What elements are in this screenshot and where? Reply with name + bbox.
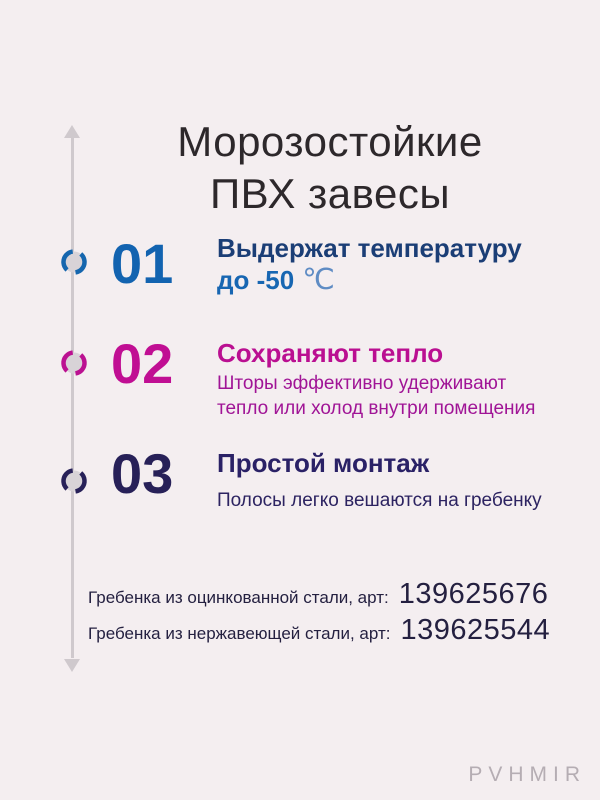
celsius-unit: ℃ xyxy=(302,264,335,296)
step2-ring-icon xyxy=(59,348,89,378)
step2-subtitle-line1: Шторы эффективно удерживают xyxy=(217,373,507,394)
step1-ring-icon xyxy=(59,247,89,277)
step2-subtitle xyxy=(217,372,535,421)
page-title-line2: ПВХ завесы xyxy=(209,170,451,217)
step1-heading-line2: до -50 xyxy=(217,265,295,295)
article-row-galvanized xyxy=(88,578,548,611)
article-number: 139625676 xyxy=(398,578,549,610)
step1-heading-line2-row xyxy=(217,264,522,296)
article-label: Гребенка из оцинкованной стали, арт: xyxy=(88,588,389,607)
page-title-line1: Морозостойкие xyxy=(177,118,483,165)
step2-heading: Сохраняют тепло xyxy=(217,338,444,368)
step2-number: 02 xyxy=(111,332,174,395)
step3-number: 03 xyxy=(111,442,174,505)
step3-ring-icon xyxy=(59,466,89,496)
timeline-line xyxy=(71,137,74,658)
timeline-arrow-down-icon xyxy=(64,659,80,672)
step1-heading xyxy=(217,232,522,296)
article-label: Гребенка из нержавеющей стали, арт: xyxy=(88,624,391,643)
step1-number: 01 xyxy=(111,232,174,295)
brand-watermark: PVHMIR xyxy=(468,763,586,786)
step2-subtitle-line2: тепло или холод внутри помещения xyxy=(217,397,536,419)
step3-subtitle: Полосы легко вешаются на гребенку xyxy=(217,490,542,511)
step3-heading: Простой монтаж xyxy=(217,448,430,478)
article-row-stainless xyxy=(88,614,550,647)
step1-heading-line1: Выдержат температуру xyxy=(217,233,522,263)
page-title xyxy=(60,116,600,220)
article-number: 139625544 xyxy=(400,614,551,646)
